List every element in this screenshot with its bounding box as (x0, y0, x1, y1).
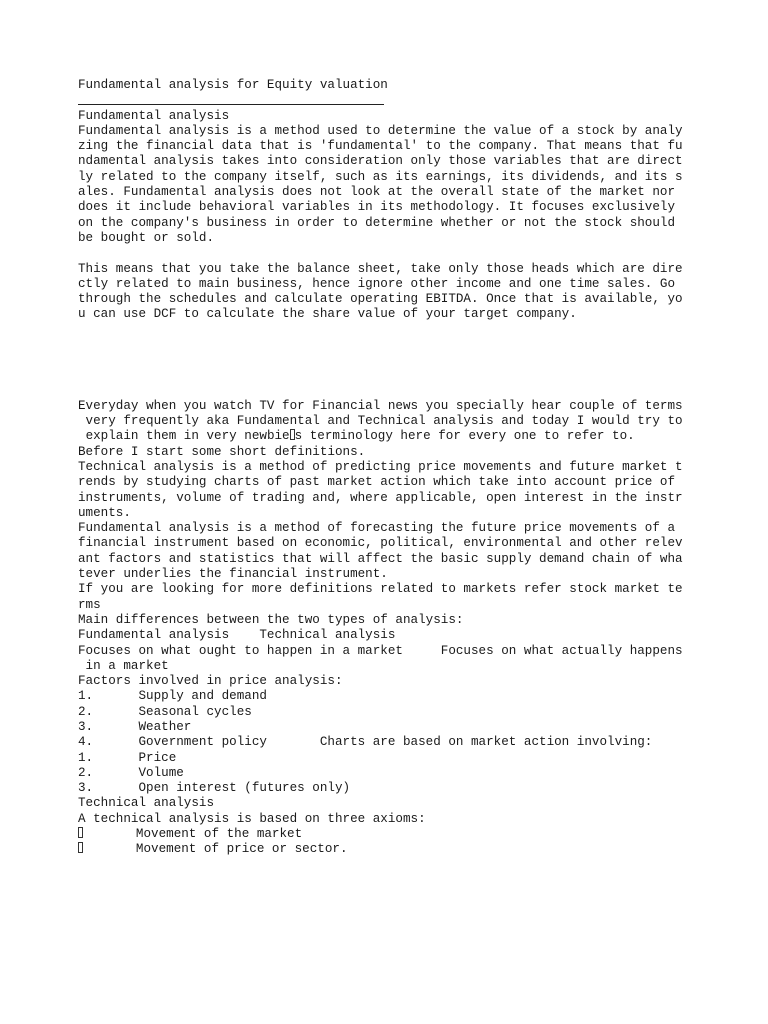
text-line: ndamental analysis takes into consideration only those variables that are direct (78, 154, 683, 169)
text-line: tever underlies the financial instrument. (78, 567, 388, 582)
text-line: Factors involved in price analysis: (78, 674, 343, 689)
text-line: Fundamental analysis is a method used to determine the value of a stock by analy (78, 123, 683, 138)
list-item-text: Movement of the market (83, 827, 303, 842)
text-line: This means that you take the balance sheet, take only those heads which are dire (78, 261, 683, 276)
blank-line (78, 246, 708, 261)
comparison-row: in a market (78, 658, 169, 673)
text-line: rms (78, 597, 101, 612)
document-body (78, 78, 708, 858)
text-line: financial instrument based on economic, political, environmental and other relev (78, 536, 683, 551)
text-fragment: explain them in very newbie (85, 429, 290, 444)
text-line: Technical analysis is a method of predicting price movements and future market t (78, 459, 683, 474)
document-title: Fundamental analysis for Equity valuation (78, 78, 388, 92)
comparison-row: Focuses on what ought to happen in a market Focuses on what actually happens (78, 643, 683, 658)
text-line: does it include behavioral variables in its methodology. It focuses exclusively (78, 200, 676, 215)
list-item (78, 827, 708, 842)
comparison-header: Fundamental analysis Technical analysis (78, 628, 396, 643)
list-item: 4. Government policy Charts are based on market action involving: (78, 735, 653, 750)
text-line: ly related to the company itself, such as its earnings, its dividends, and its s (78, 169, 683, 184)
vertical-spacer (78, 323, 708, 399)
text-fragment: s terminology here for every one to refer to. (294, 429, 635, 444)
text-line: uments. (78, 505, 131, 520)
text-line: ant factors and statistics that will affect the basic supply demand chain of wha (78, 551, 683, 566)
definitions-and-comparison (78, 445, 708, 827)
text-line: u can use DCF to calculate the share value of your target company. (78, 307, 577, 322)
text-line (78, 429, 708, 444)
text-line: ales. Fundamental analysis does not look at the overall state of the market nor (78, 185, 676, 200)
list-item: 3. Weather (78, 719, 192, 734)
section-heading-fundamental-analysis: Fundamental analysis (78, 108, 230, 123)
list-item: 1. Price (78, 750, 177, 765)
text-line: very frequently aka Fundamental and Technical analysis and today I would try to (78, 414, 683, 429)
list-item: 3. Open interest (futures only) (78, 781, 351, 796)
text-line: on the company's business in order to determine whether or not the stock should (78, 215, 676, 230)
paragraph-balance-sheet (78, 262, 708, 323)
text-line: If you are looking for more definitions related to markets refer stock market te (78, 582, 683, 597)
title-underline (78, 93, 708, 108)
axioms-list (78, 827, 708, 858)
text-line: Main differences between the two types of analysis: (78, 612, 464, 627)
text-line: through the schedules and calculate operating EBITDA. Once that is available, yo (78, 292, 683, 307)
text-line: zing the financial data that is 'fundamental' to the company. That means that fu (78, 139, 683, 154)
text-line: A technical analysis is based on three axioms: (78, 811, 426, 826)
section-heading-technical-analysis: Technical analysis (78, 796, 215, 811)
text-line: Everyday when you watch TV for Financial news you specially hear couple of terms (78, 398, 683, 413)
paragraph-fundamental-definition (78, 124, 708, 246)
text-line: Fundamental analysis is a method of forecasting the future price movements of a (78, 521, 676, 536)
list-item: 2. Volume (78, 765, 184, 780)
text-line: be bought or sold. (78, 230, 215, 245)
text-line: instruments, volume of trading and, where applicable, open interest in the instr (78, 490, 683, 505)
list-item-text: Movement of price or sector. (83, 842, 348, 857)
list-item (78, 842, 708, 857)
section-intro (78, 399, 708, 445)
list-item: 1. Supply and demand (78, 689, 267, 704)
list-item: 2. Seasonal cycles (78, 704, 252, 719)
text-line: rends by studying charts of past market action which take into account price of (78, 475, 676, 490)
text-line: Before I start some short definitions. (78, 444, 366, 459)
text-line: ctly related to main business, hence ignore other income and one time sales. Go (78, 276, 676, 291)
